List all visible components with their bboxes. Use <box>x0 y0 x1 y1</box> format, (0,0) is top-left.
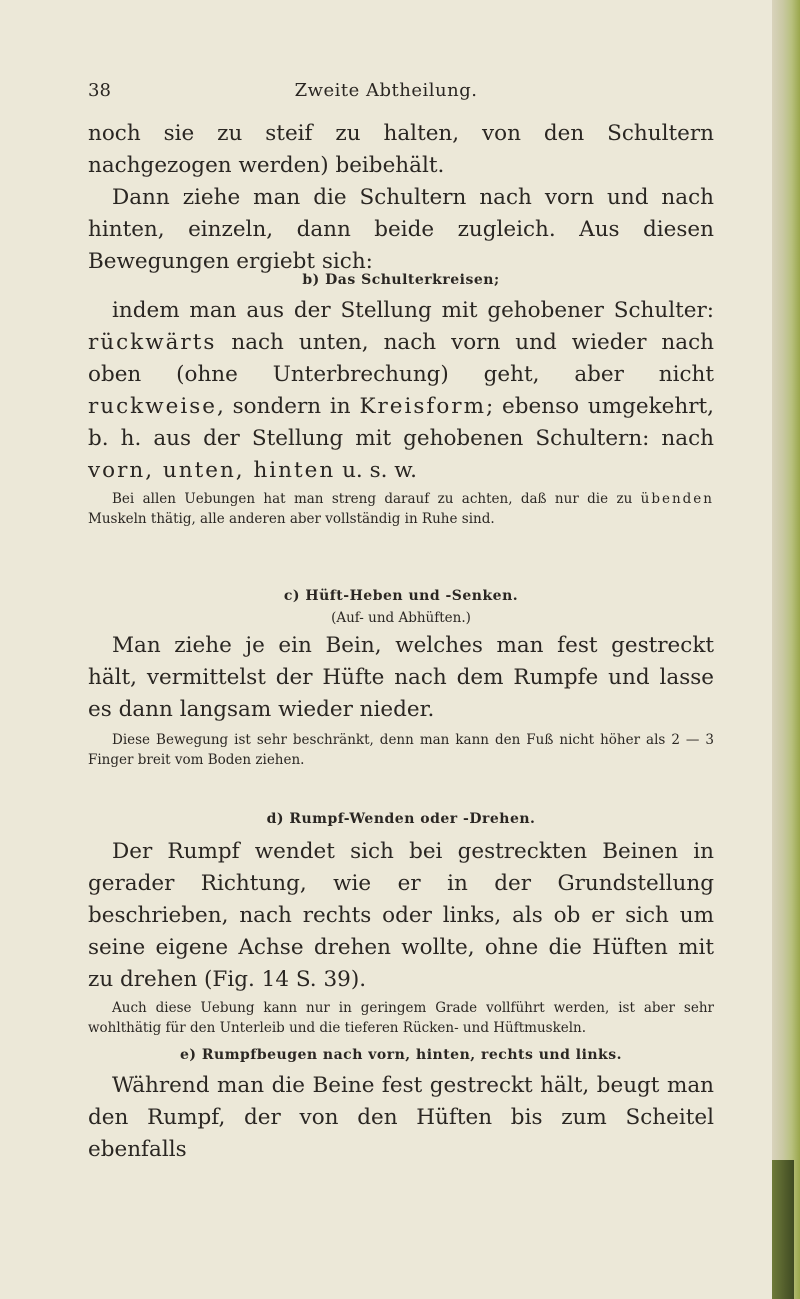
section-d-text: Der Rumpf wendet sich bei gestreckten Beinen in gerader Richtung, wie er in der Grundstellung beschrieben, nach rechts oder links, als ob er sich um seine eigene Achse drehen wollte, ohne die Hüften mit zu drehen (Fig. 14 S. 39). <box>88 839 714 992</box>
section-b-body <box>88 295 714 529</box>
section-c-heading: c) Hüft-Heben und -Senken. <box>283 588 519 604</box>
section-b-note: Bei allen Uebungen hat man streng darauf zu achten, daß nur die zu übenden Muskeln thätig, alle anderen aber vollständig in Ruhe sind. <box>88 491 714 527</box>
emphasis: übenden <box>640 491 714 507</box>
emphasis: Kreisform <box>359 394 486 419</box>
section-b-heading: b) Das Schulterkreisen; <box>302 272 500 288</box>
section-c-text: Man ziehe je ein Bein, welches man fest gestreckt hält, vermittelst der Hüfte nach dem Rumpfe und lasse es dann langsam wieder nieder. <box>88 633 714 722</box>
page-edge <box>772 0 800 1299</box>
section-d-heading: d) Rumpf-Wenden oder -Drehen. <box>266 811 536 827</box>
section-c-body <box>88 630 714 770</box>
section-d-body <box>88 836 714 1038</box>
section-c <box>88 588 714 626</box>
section-c-subheading: (Auf- und Abhüften.) <box>331 610 471 626</box>
paragraph-2: Dann ziehe man die Schultern nach vorn und nach hinten, einzeln, dann beide zugleich. Aus diesen Bewegungen ergiebt sich: <box>88 185 714 274</box>
page-number: 38 <box>88 80 111 101</box>
page-edge-shadow <box>772 1160 794 1299</box>
emphasis: rückwärts <box>88 330 217 355</box>
paragraph-1: noch sie zu steif zu halten, von den Schultern nachgezogen werden) beibehält. <box>88 121 714 178</box>
section-d-note: Auch diese Uebung kann nur in geringem Grade vollführt werden, ist aber sehr wohlthätig für den Unterleib und die tieferen Rücken- und Hüftmuskeln. <box>88 1000 714 1036</box>
running-head: Zweite Abtheilung. <box>294 80 478 101</box>
section-d <box>88 811 714 827</box>
section-e-text: Während man die Beine fest gestreckt hält, beugt man den Rumpf, der von den Hüften bis zum Scheitel ebenfalls <box>88 1073 714 1162</box>
paragraph-continued <box>88 118 714 278</box>
section-e-heading: e) Rumpfbeugen nach vorn, hinten, rechts und links. <box>179 1047 623 1063</box>
emphasis: ruckweise <box>88 394 217 419</box>
section-b-text: indem man aus der Stellung mit gehobener Schulter: rückwärts nach unten, nach vorn und wieder nach oben (ohne Unterbrechung) geht, aber nicht ruckweise, sondern in Kreisform; ebenso umgekehrt, b. h. aus der Stellung mit gehobenen Schultern: nach vorn, unten, hinten u. s. w. <box>88 298 714 483</box>
section-c-note: Diese Bewegung ist sehr beschränkt, denn man kann den Fuß nicht höher als 2 — 3 Finger breit vom Boden ziehen. <box>88 732 714 768</box>
section-e-body <box>88 1070 714 1166</box>
section-b <box>88 272 714 288</box>
section-e <box>88 1047 714 1063</box>
emphasis: vorn, unten, hinten <box>88 458 336 483</box>
page-header <box>0 80 772 110</box>
